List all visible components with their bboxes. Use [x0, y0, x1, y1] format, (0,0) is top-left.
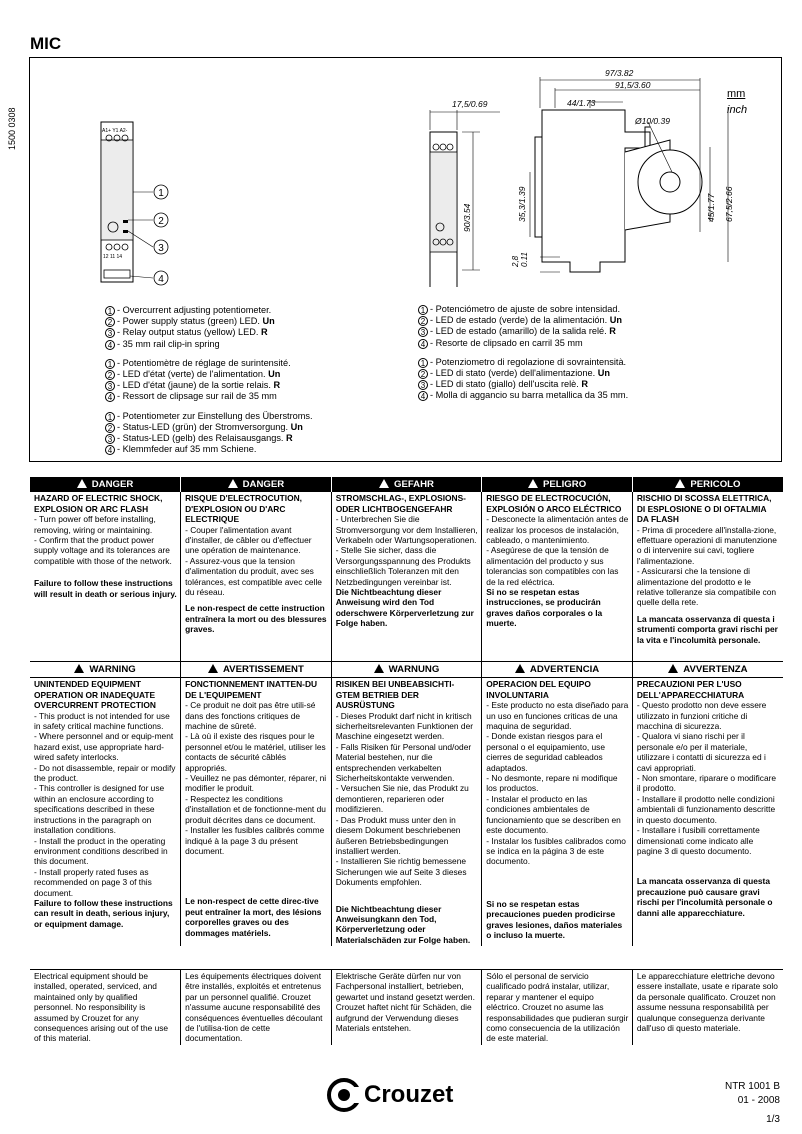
- dim-h28: 2,8: [511, 255, 520, 267]
- page-number: 1/3: [766, 1114, 780, 1125]
- note-es: Sólo el personal de servicio cualificado podrá instalar, utilizar, reparar y mantener el equipo eléctrico. Crouzet no asume las responsabilidades que pudieran surgir como consecuencia de la utilización de este material.: [482, 970, 633, 1045]
- svg-text:4: 4: [158, 274, 164, 285]
- warning-header: WARNUNG: [331, 662, 482, 678]
- danger-cell-de: STROMSCHLAG-, EXPLOSIONS-ODER LICHTBOGENGEFAHR - Unterbrechen Sie die Stromversorgung vor dem Installieren, Verkabeln oder Wartungsoperationen. - Stelle Sie sicher, dass die Versorgungsspannung des Produkts einschließlich Toleranzen mit den Netzbedingungen vereinbar ist. Die Nichtbeachtung dieser Anweisung wird den Tod oderschwere Körperverletzung zur Folge haben.: [331, 492, 482, 664]
- dim-h28-inch: 0.11: [520, 252, 529, 267]
- dim-mid-width: 91,5/3.60: [615, 80, 651, 90]
- warning-cell-en: UNINTENDED EQUIPMENT OPERATION OR INADEQUATE OVERCURRENT PROTECTION - This product is not intended for use in safety critical machine functions. - Where personnel and or equip-ment hazard exist, use appropriate hard-wired safety interlocks. - Do not disassemble, repair or modify the product. - This controller is designed for use within an enclosure according to specifications described in these instructions in the paragraph on installation conditions. - Install the product in the operating environment conditions described in this document. - Install properly rated fuses as recommended on page 3 of this document. Failure to follow these instructions can result in death, serious injury, or equipment damage.: [34, 679, 176, 929]
- danger-cell-it: RISCHIO DI SCOSSA ELETTRICA, DI ESPLOSIONE O DI OFTALMIA DA FLASH - Prima di procedere all'installa-zione, effettuare operazioni di manutenzione o di intervenire sui cavi, togliere l'alimentazione. - Assicurarsi che la tensione di alimentazione del prodotto e le relative tolleranze sia compatibile con quelle della rete. La mancata osservanza di questa i strumenti comporta gravi rischi per la vita e l'incolumità personale.: [632, 492, 783, 664]
- terminal-labels-bottom: 12 11 14: [103, 254, 123, 260]
- notes-table: [30, 969, 783, 1045]
- dimension-drawing: [410, 62, 780, 287]
- warning-triangle-icon: [374, 664, 384, 673]
- front-view-drawing: [95, 120, 190, 290]
- warning-triangle-icon: [74, 664, 84, 673]
- dim-hole: Ø10/0.39: [635, 116, 670, 126]
- danger-header: GEFAHR: [331, 477, 482, 492]
- brand-logo: [326, 1077, 453, 1113]
- page-title: MIC: [30, 34, 62, 53]
- dim-side-width: 17,5/0.69: [452, 99, 488, 109]
- danger-cell-en: HAZARD OF ELECTRIC SHOCK, EXPLOSION OR ARC FLASH - Turn power off before installing, removing, wiring or maintaining. - Confirm that the product power supply voltage and its tolerances are compatible with those of the network. Failure to follow these instructions will result in death or serious injury.: [34, 493, 177, 599]
- unit-inch: inch: [727, 104, 748, 116]
- document-code: 1500 0308: [7, 107, 17, 150]
- danger-header: DANGER: [30, 477, 181, 492]
- terminal-labels-top: A1+ Y1 A2-: [102, 128, 128, 134]
- legend-right: 1 - Potenciómetro de ajuste de sobre intensidad. 2 - LED de estado (verde) de la alimentación. Un 3 - LED de estado (amarillo) de la salida relé. R 4 - Resorte de clipsado en carril 35 mm 1 - Potenziometro di regolazione di sovraintensità. 2 - LED di stato (verde) dell'alimentazione. Un 3 - LED di stato (giallo) dell'uscita relè. R 4 - Molla di aggancio su barra metallica da 35 mm.: [418, 304, 628, 402]
- dim-total-width: 97/3.82: [605, 68, 634, 78]
- legend-left: 1 - Overcurrent adjusting potentiometer. 2 - Power supply status (green) LED. Un 3 - Relay output status (yellow) LED. R 4 - 35 mm rail clip-in spring 1 - Potentiomètre de réglage de surintensité. 2 - LED d'état (verte) de l'alimentation. Un 3 - LED d'état (jaune) de la sortie relais. R 4 - Ressort de clipsage sur rail de 35 mm 1 - Potentiometer zur Einstellung des Überstroms. 2 - Status-LED (grün) der Stromversorgung. Un 3 - Status-LED (gelb) des Relaisausgangs. R 4 - Klemmfeder auf 35 mm Schiene.: [105, 305, 313, 455]
- doc-reference: NTR 1001 B: [724, 1081, 780, 1092]
- crouzet-logo-icon: [326, 1077, 362, 1113]
- warning-triangle-icon: [208, 664, 218, 673]
- dim-h675: 67,5/2.66: [724, 186, 734, 222]
- dim-h45: 45/1.77: [706, 193, 716, 222]
- warning-triangle-icon: [228, 479, 238, 488]
- dim-height-90: 90/3.54: [462, 203, 472, 232]
- warning-triangle-icon: [515, 664, 525, 673]
- warning-triangle-icon: [675, 479, 685, 488]
- warning-header: AVERTISSEMENT: [181, 662, 332, 678]
- unit-mm: mm: [727, 88, 746, 100]
- svg-text:3: 3: [158, 243, 164, 254]
- note-de: Elektrische Geräte dürfen nur von Fachpersonal installiert, betrieben, gewartet und instand gesetzt werden. Crouzet haftet nicht für Schäden, die aufgrund der Verwendung dieses Materials entstehen.: [331, 970, 482, 1045]
- warning-triangle-icon: [379, 479, 389, 488]
- dim-h35: 35,3/1.39: [517, 186, 527, 222]
- svg-text:2: 2: [158, 216, 164, 227]
- note-fr: Les équipements électriques doivent être installés, exploités et entretenus par un personnel qualifié. Crouzet n'assume aucune responsabilité des conséquences éventuelles découlant de l'utilisa-tion de cette documentation.: [181, 970, 332, 1045]
- warning-cell-es: OPERACION DEL EQUIPO INVOLUNTARIA - Este producto no esta diseñado para un uso en funciones criticas de una maquina de seguridad. - Donde existan riesgos para el personal o el equipamiento, use cierres de seguridad cableados adaptados. - No desmonte, repare ni modifique los productos. - Instalar el producto en las condiciones ambientales de funcionamiento que se describen en este documento. - Instalar los fusibles calibrados como se indica en la página 3 de este documento. Si no se respetan estas precauciones pueden prodicirse graves lesiones, daños materiales o incluso la muerte.: [482, 678, 633, 946]
- danger-header: DANGER: [181, 477, 332, 492]
- warning-header: WARNING: [30, 662, 181, 678]
- warning-cell-it: PRECAUZIONI PER L'USO DELL'APPARECCHIATURA - Questo prodotto non deve essere utilizzato in funzioni critiche di macchina di sicurezza. - Qualora vi siano rischi per il personale e/o per il materiale, utilizzare i contatti di sicurezza ed i cavi appropriati. - Non smontare, riparare o modificare il prodotto. - Installare il prodotto nelle condizioni ambientali di funzionamento descritte in questo documento. - Installare i fusibili correttamente dimensionati come indicato alle pagine 3 di questo documento. La mancata osservanza di questa precauzione può causare gravi rischi per l'incolumità personale o danni alle apparecchiature.: [632, 678, 783, 946]
- danger-cell-fr: RISQUE D'ELECTROCUTION, D'EXPLOSION OU D'ARC ELECTRIQUE - Couper l'alimentation avant d'installer, de câbler ou d'effectuer une opération de maintenance. - Assurez-vous que la tension d'alimentation du produit, avec ses tolérances, est compatible avec celle du réseau. Le non-respect de cette instruction entraînera la mort ou des blessures graves.: [181, 492, 332, 664]
- dim-half-width: 44/1.73: [567, 98, 596, 108]
- warning-triangle-icon: [668, 664, 678, 673]
- warning-table: [30, 661, 783, 946]
- note-en: Electrical equipment should be installed, operated, serviced, and maintained only by qualified personnel. No responsibility is assumed by Crouzet for any consequences arising out of the use of this material.: [34, 971, 169, 1044]
- warning-header: ADVERTENCIA: [482, 662, 633, 678]
- note-it: Le apparecchiature elettriche devono essere installate, usate e riparate solo da personale qualificato. Crouzet non assume nessuna responsabilità per qualunque conseguenza derivante dall'uso di questo materiale.: [632, 970, 783, 1045]
- danger-table: [30, 477, 783, 664]
- brand-name: Crouzet: [364, 1081, 454, 1108]
- warning-header: AVVERTENZA: [632, 662, 783, 678]
- warning-triangle-icon: [77, 479, 87, 488]
- warning-cell-fr: FONCTIONNEMENT INATTEN-DU DE L'EQUIPEMENT - Ce produit ne doit pas être utili-sé dans des fonctions critiques de machine de sûreté. - Là où il existe des risques pour le personnel et/ou le matériel, utiliser les contacts de sécurité câblés appropriés. - Veuillez ne pas démonter, réparer, ni modifier le produit. - Respectez les conditions d'installation et de fonctionne-ment du produit décrites dans ce document. - Installer les fusibles calibrés comme indiqué à la page 3 du présent document. Le non-respect de cette direc-tive peut entraîner la mort, des lésions corporelles graves ou des dommages matériels.: [181, 678, 332, 946]
- svg-text:1: 1: [158, 188, 164, 199]
- danger-header: PELIGRO: [482, 477, 633, 492]
- doc-date: 01 - 2008: [737, 1095, 780, 1106]
- warning-triangle-icon: [528, 479, 538, 488]
- danger-cell-es: RIESGO DE ELECTROCUCIÓN, EXPLOSIÓN O ARCO ELÉCTRICO - Desconecte la alimentación antes de realizar los procesos de instalación, cableado, o mantenimiento. - Asegúrese de que la tensión de alimentación del producto y sus tolerancias son compatibles con las de la red eléctrica. Si no se respetan estas instrucciones, se producirán graves daños corporales o la muerte.: [482, 492, 633, 664]
- warning-cell-de: RISIKEN BEI UNBEABSICHTI-GTEM BETRIEB DER AUSRÜSTUNG - Dieses Produkt darf nicht in kritisch sicherheitsrelevanten Funktionen der Maschine eingesetzt werden. - Falls Risiken für Personal und/oder Material bestehen, nur die entsprechenden verkabelten Sicherheitskontakte verwenden. - Versuchen Sie nie, das Produkt zu demontieren, reparieren oder modifizieren. - Das Produkt muss unter den in diesem Dokument beschriebenen äußeren Betriebsbedingungen installiert werden. - Installieren Sie richtig bemessene Sicherungen wie auf Seite 3 dieses Dokuments empfohlen. Die Nichtbeachtung dieser Anweisungkann den Tod, Körperverletzung oder Materialschäden zur Folge haben.: [331, 678, 482, 946]
- danger-header: PERICOLO: [632, 477, 783, 492]
